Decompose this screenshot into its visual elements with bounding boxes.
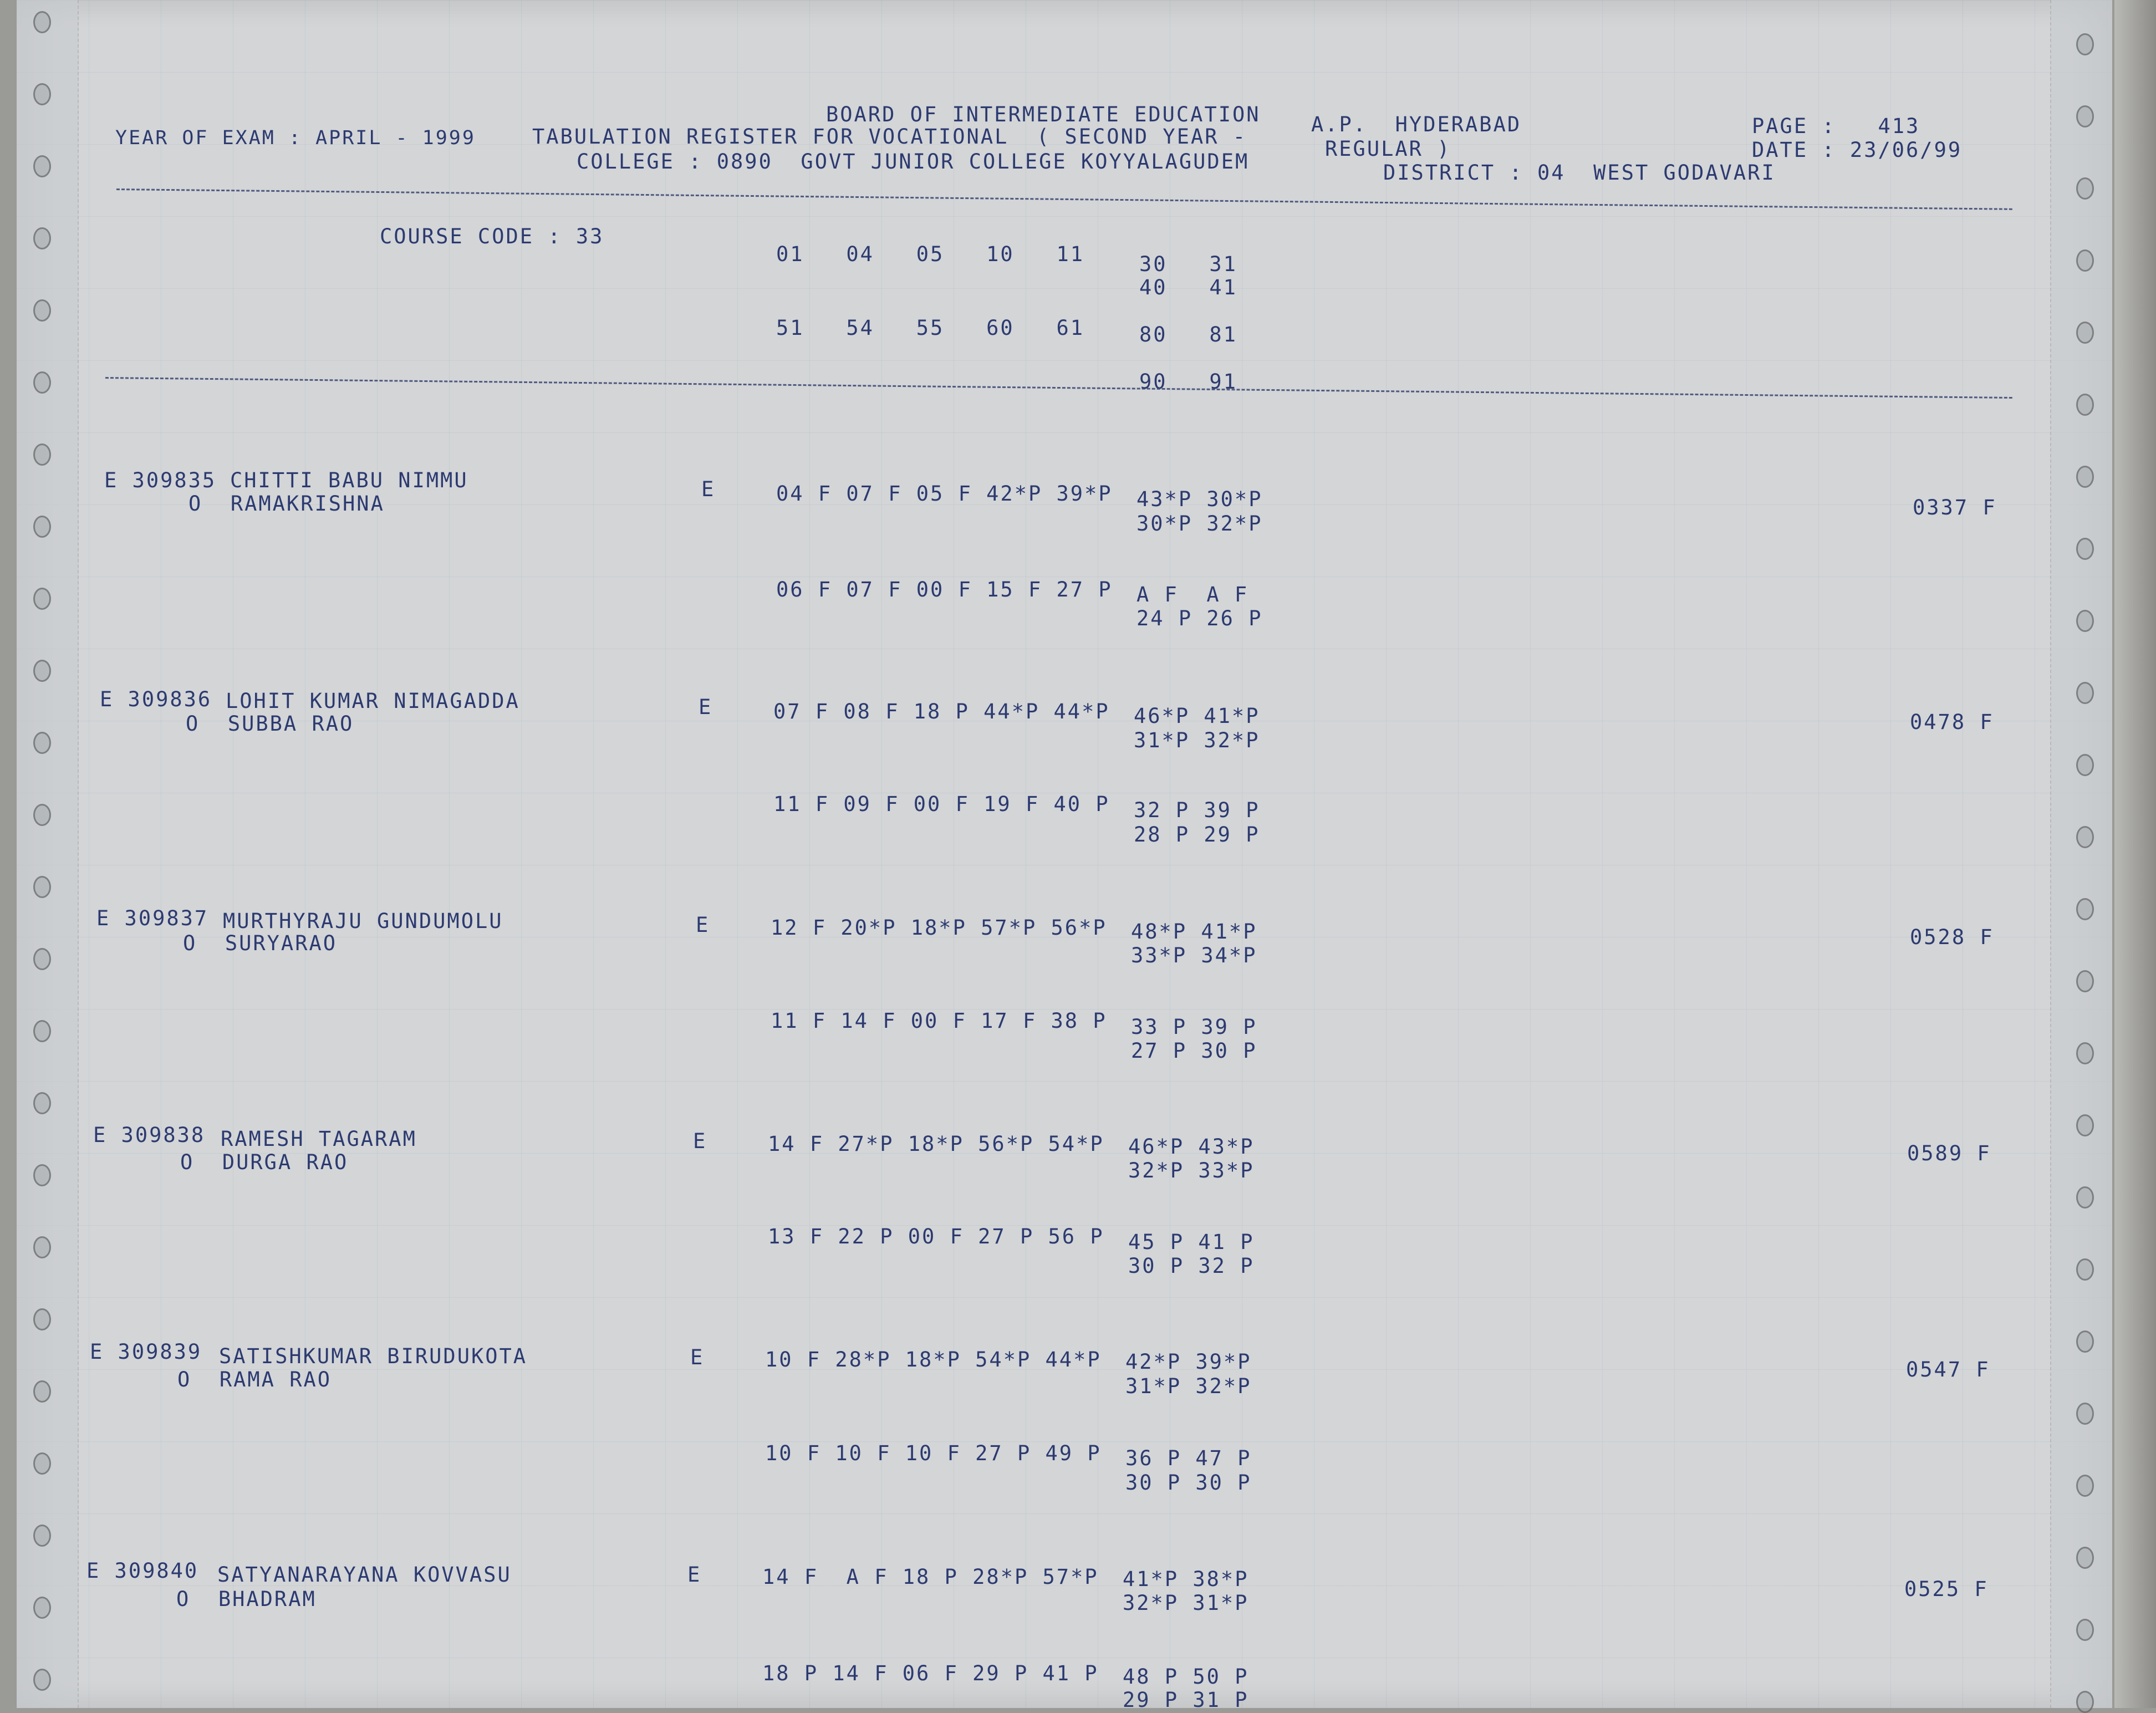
feed-hole: [33, 83, 51, 105]
tractor-feed-strip-right: [2050, 0, 2112, 1708]
feed-hole: [33, 1452, 51, 1475]
total-result: 0528 F: [1910, 925, 1994, 949]
medium: E: [690, 1345, 705, 1369]
feed-hole: [2076, 322, 2094, 344]
marks-theory: 12 F 20*P 18*P 57*P 56*P: [771, 916, 1107, 940]
binding-edge: [2114, 0, 2156, 1708]
feed-hole: [2076, 1547, 2094, 1569]
marks-practical-pair: A F A F: [1136, 583, 1249, 606]
feed-hole: [33, 1020, 51, 1042]
feed-hole: [2076, 249, 2094, 272]
subject-codes-row3-pair: 90 91: [1139, 370, 1237, 394]
marks-practical: 11 F 09 F 00 F 19 F 40 P: [773, 792, 1110, 816]
marks-theory-pair: 41*P 38*P: [1123, 1567, 1249, 1591]
student-name: LOHIT KUMAR NIMAGADDA: [226, 689, 520, 713]
father-name: O BHADRAM: [176, 1587, 317, 1611]
subject-codes-row2: 51 54 55 60 61: [776, 316, 1085, 340]
feed-hole: [33, 732, 51, 754]
feed-hole: [2076, 1042, 2094, 1064]
father-name: O RAMAKRISHNA: [188, 492, 385, 516]
father-name: O SURYARAO: [183, 931, 338, 955]
feed-hole: [33, 227, 51, 249]
roll-number: E 309835: [104, 468, 217, 492]
marks-practical-pair: 32 P 39 P: [1134, 798, 1260, 822]
student-name: MURTHYRAJU GUNDUMOLU: [223, 909, 503, 933]
medium: E: [701, 477, 716, 501]
feed-hole: [33, 516, 51, 538]
course-code: COURSE CODE : 33: [380, 225, 604, 248]
district-line: DISTRICT : 04 WEST GODAVARI: [1383, 161, 1776, 185]
student-name: CHITTI BABU NIMMU: [230, 468, 468, 492]
feed-hole: [2076, 1330, 2094, 1353]
marks-practical-pair2: 24 P 26 P: [1136, 606, 1263, 630]
feed-hole: [2076, 1619, 2094, 1641]
feed-hole: [2076, 1475, 2094, 1497]
marks-theory-pair2: 32*P 31*P: [1123, 1591, 1249, 1615]
subject-codes-row1-pair: 30 31: [1139, 252, 1237, 276]
total-result: 0547 F: [1906, 1358, 1990, 1381]
marks-practical-pair2: 27 P 30 P: [1131, 1039, 1257, 1063]
marks-practical-pair2: 29 P 31 P: [1123, 1688, 1249, 1712]
feed-hole: [2076, 1691, 2094, 1713]
marks-theory: 07 F 08 F 18 P 44*P 44*P: [773, 700, 1110, 723]
marks-theory: 04 F 07 F 05 F 42*P 39*P: [776, 482, 1113, 506]
feed-hole: [33, 1669, 51, 1691]
marks-theory: 10 F 28*P 18*P 54*P 44*P: [765, 1348, 1102, 1372]
feed-hole: [33, 804, 51, 826]
marks-theory-pair2: 30*P 32*P: [1136, 512, 1263, 536]
feed-hole: [2076, 898, 2094, 920]
roll-number: E 309839: [90, 1340, 202, 1364]
marks-practical-pair2: 28 P 29 P: [1134, 823, 1260, 847]
feed-hole: [33, 876, 51, 898]
feed-hole: [33, 11, 51, 33]
feed-hole: [2076, 177, 2094, 200]
medium: E: [693, 1129, 707, 1153]
marks-practical: 13 F 22 P 00 F 27 P 56 P: [768, 1225, 1104, 1248]
feed-hole: [2076, 1186, 2094, 1209]
feed-hole: [33, 371, 51, 394]
feed-hole: [2076, 754, 2094, 776]
medium: E: [699, 695, 713, 719]
total-result: 0478 F: [1910, 710, 1994, 734]
marks-practical-pair2: 30 P 30 P: [1125, 1471, 1252, 1495]
subject-codes-row2-pair: 80 81: [1139, 323, 1237, 346]
marks-theory: 14 F 27*P 18*P 56*P 54*P: [768, 1132, 1104, 1156]
college-line: COLLEGE : 0890 GOVT JUNIOR COLLEGE KOYYALAGUDEM: [577, 150, 1250, 174]
print-date: DATE : 23/06/99: [1752, 138, 1963, 162]
roll-number: E 309837: [96, 906, 209, 930]
feed-hole: [33, 660, 51, 682]
tractor-feed-strip-left: [17, 0, 79, 1708]
feed-hole: [33, 948, 51, 970]
marks-practical-pair2: 30 P 32 P: [1128, 1254, 1255, 1278]
marks-theory-pair: 43*P 30*P: [1136, 487, 1263, 511]
marks-practical-pair: 48 P 50 P: [1123, 1665, 1249, 1689]
marks-theory-pair: 46*P 43*P: [1128, 1135, 1255, 1159]
roll-number: E 309836: [100, 687, 212, 711]
feed-hole: [33, 1597, 51, 1619]
header-divider: [116, 188, 2012, 210]
marks-theory-pair2: 32*P 33*P: [1128, 1159, 1255, 1182]
year-of-exam: YEAR OF EXAM : APRIL - 1999: [115, 127, 476, 149]
feed-hole: [2076, 394, 2094, 416]
father-name: O SUBBA RAO: [186, 712, 354, 736]
feed-hole: [2076, 970, 2094, 992]
medium: E: [687, 1563, 702, 1587]
feed-hole: [33, 588, 51, 610]
board-title: BOARD OF INTERMEDIATE EDUCATION: [826, 103, 1261, 126]
marks-practical-pair: 36 P 47 P: [1125, 1446, 1252, 1470]
marks-practical: 06 F 07 F 00 F 15 F 27 P: [776, 578, 1113, 601]
student-name: SATYANARAYANA KOVVASU: [217, 1563, 512, 1587]
feed-hole: [2076, 610, 2094, 632]
medium: E: [696, 913, 710, 937]
marks-theory-pair2: 33*P 34*P: [1131, 944, 1257, 967]
marks-practical: 18 P 14 F 06 F 29 P 41 P: [762, 1661, 1099, 1685]
marks-theory-pair: 42*P 39*P: [1125, 1350, 1252, 1374]
feed-hole: [2076, 105, 2094, 128]
feed-hole: [33, 1308, 51, 1330]
total-result: 0589 F: [1907, 1141, 1991, 1165]
feed-hole: [33, 299, 51, 322]
feed-hole: [33, 1236, 51, 1258]
tabulation-sheet: [17, 0, 2112, 1712]
state-city: A.P. HYDERABAD: [1311, 113, 1522, 136]
marks-practical: 10 F 10 F 10 F 27 P 49 P: [765, 1441, 1102, 1465]
feed-hole: [2076, 466, 2094, 488]
total-result: 0525 F: [1904, 1577, 1989, 1601]
feed-hole: [33, 1092, 51, 1114]
feed-hole: [2076, 1403, 2094, 1425]
feed-hole: [2076, 1114, 2094, 1136]
feed-hole: [33, 1164, 51, 1186]
feed-hole: [33, 1380, 51, 1403]
marks-theory: 14 F A F 18 P 28*P 57*P: [762, 1565, 1099, 1589]
feed-hole: [2076, 1258, 2094, 1281]
feed-hole: [33, 155, 51, 177]
feed-hole: [2076, 33, 2094, 55]
roll-number: E 309838: [93, 1123, 206, 1147]
subject-codes-row1-pair2: 40 41: [1139, 276, 1237, 299]
feed-hole: [33, 443, 51, 466]
marks-theory-pair: 46*P 41*P: [1134, 704, 1260, 728]
subject-codes-row1: 01 04 05 10 11: [776, 242, 1085, 266]
exam-type: REGULAR ): [1325, 137, 1451, 161]
roll-number: E 309840: [86, 1559, 199, 1583]
student-name: SATISHKUMAR BIRUDUKOTA: [219, 1344, 528, 1368]
marks-practical-pair: 33 P 39 P: [1131, 1015, 1257, 1039]
marks-theory-pair: 48*P 41*P: [1131, 920, 1257, 944]
father-name: O RAMA RAO: [177, 1368, 332, 1391]
feed-hole: [2076, 538, 2094, 560]
student-name: RAMESH TAGARAM: [221, 1127, 417, 1151]
marks-practical: 11 F 14 F 00 F 17 F 38 P: [771, 1009, 1107, 1033]
page-number: PAGE : 413: [1752, 114, 1920, 138]
marks-theory-pair2: 31*P 32*P: [1134, 728, 1260, 752]
father-name: O DURGA RAO: [180, 1150, 349, 1174]
marks-practical-pair: 45 P 41 P: [1128, 1230, 1255, 1254]
total-result: 0337 F: [1913, 496, 1997, 519]
feed-hole: [2076, 682, 2094, 704]
marks-theory-pair2: 31*P 32*P: [1125, 1374, 1252, 1398]
feed-hole: [2076, 826, 2094, 848]
feed-hole: [33, 1525, 51, 1547]
register-title: TABULATION REGISTER FOR VOCATIONAL ( SECOND YEAR -: [532, 125, 1247, 149]
course-divider: [105, 377, 2012, 399]
